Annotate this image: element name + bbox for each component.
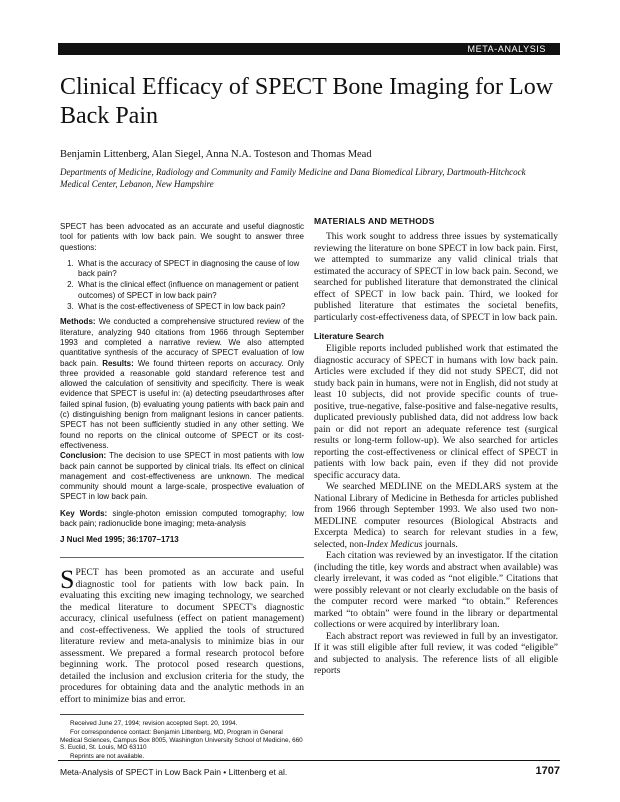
literature-search-paragraph: Each citation was reviewed by an investigator. If the citation (including the title, key words and abstract when available) was clearly irrelevant, it was coded as “not eligible.” Citations that were possibly relevant or not clearly excludable on the basis of the computer record were marked “to obtain.” References marked “to obtain” were found in the library or departmental collections or were acquired by interlibrary loan. <box>314 551 558 630</box>
footnotes <box>60 714 304 762</box>
keywords-text: single-photon emission computed tomography; low back pain; radionuclide bone imaging; meta-analysis <box>60 508 304 529</box>
conclusion-text: The decision to use SPECT in most patients with low back pain cannot be supported by clinical trials. Its effect on clinical management and cost-effectiveness are unknown. The medical community should mount a large-scale, prospective evaluation of SPECT in low back pain. <box>60 451 304 502</box>
results-text: We found thirteen reports on accuracy. Only three provided a reasonable gold standard reference test and allowed the calculation of sensitivity and specificity. There is weak evidence that SPECT is useful in: (a) detecting pseudarthroses after failed spinal fusion, (b) evaluating young patients with back pain and (c) distinguishing benign from malignant lesions in cancer patients. SPECT has not been sufficiently studied in any other setting. We found no reports on the clinical outcome of SPECT or its cost-effectiveness. <box>60 358 304 450</box>
page-footer <box>58 760 560 777</box>
footnote-received: Received June 27, 1994; revision accepted Sept. 20, 1994. <box>70 720 238 727</box>
page-number: 1707 <box>535 765 560 777</box>
abstract-divider <box>60 557 304 558</box>
literature-search-paragraph <box>314 482 558 551</box>
abstract-intro: SPECT has been advocated as an accurate and useful diagnostic tool for patients with low back pain. We sought to answer three questions: <box>60 222 304 252</box>
affiliation: Departments of Medicine, Radiology and Community and Family Medicine and Dana Biomedical Library, Dartmouth-Hitchcock Medical Center, Lebanon, New Hampshire <box>60 167 526 189</box>
running-title: Meta-Analysis of SPECT in Low Back Pain • Littenberg et al. <box>60 767 288 777</box>
journal-citation: J Nucl Med 1995; 36:1707–1713 <box>60 535 179 545</box>
intro-body <box>60 565 304 706</box>
para2-text: We searched MEDLINE on the MEDLARS system at the National Library of Medicine in Bethesda for articles published from 1966 through September 1993. We also used two non-MEDLINE computer resources (Biological Abstracts and Excerpta Medica) to search for relevant studies in a few, selected, non- <box>314 482 558 550</box>
materials-methods-heading: MATERIALS AND METHODS <box>314 216 435 226</box>
drop-cap: S <box>60 565 75 595</box>
author-list: Benjamin Littenberg, Alan Siegel, Anna N.A. Tosteson and Thomas Mead <box>60 149 372 160</box>
literature-search-heading: Literature Search <box>314 331 384 341</box>
right-column <box>314 207 558 678</box>
index-medicus-italic: Index Medicus <box>366 539 423 550</box>
research-questions <box>60 259 304 312</box>
keywords-label: Key Words: <box>60 508 108 518</box>
footnote-divider <box>60 714 304 715</box>
footnote-reprints: Reprints are not available. <box>70 753 145 761</box>
intro-text: PECT has been promoted as an accurate and useful diagnostic tool for patients with low back pain. In evaluating this exciting new imaging technology, we searched the medical literature to document SPECT's diagnostic accuracy, clinical usefulness (effect on patient management) and cost-effectiveness. We applied the tools of structured literature review and meta-analysis to minimize bias in our assessment. We prepared a formal research protocol before beginning work. The protocol posed research questions, detailed the inclusion and exclusion criteria for the study, the procedures for obtaining data and the analytic methods in an effort to minimize bias and error. <box>60 568 304 705</box>
conclusion-label: Conclusion: <box>60 451 107 461</box>
footnote-correspondence: For correspondence contact: Benjamin Littenberg, MD, Program in General Medical Sciences, Campus Box 8005, Washington University School of Medicine, 660 S. Euclid, St. Louis, MO 63110 <box>60 728 303 752</box>
article-title: Clinical Efficacy of SPECT Bone Imaging for Low Back Pain <box>60 74 554 129</box>
left-column <box>60 222 304 706</box>
para2-text-end: journals. <box>422 539 458 550</box>
abstract-methods-results <box>60 317 304 502</box>
question-item: 3. What is the cost-effectiveness of SPECT in low back pain? <box>76 302 304 312</box>
intro-paragraph <box>60 565 304 706</box>
methods-text: We conducted a comprehensive structured review of the literature, analyzing 940 citations from 1966 through September 1993 and completed a narrative review. We also attempted quantitative synthesis of the accuracy of SPECT evaluation of low back pain. <box>60 317 304 368</box>
materials-methods-paragraph: This work sought to address three issues by systematically reviewing the literature on bone SPECT in low back pain. First, we attempted to summarize any valid clinical trials that estimated the accuracy of SPECT in low back pain. Second, we searched for published literature that demonstrated the clinical effect of SPECT in low back pain. Third, we looked for published literature that estimates the societal benefits, particularly cost-effectiveness data, of SPECT in low back pain. <box>314 232 558 323</box>
section-bar <box>58 43 560 55</box>
methods-label: Methods: <box>60 317 96 327</box>
literature-search-paragraph: Each abstract report was reviewed in full by an investigator. If it was still eligible after full review, it was coded “eligible” and subjected to analysis. The reference lists of all eligible reports <box>314 631 558 676</box>
results-label: Results: <box>102 358 134 368</box>
keywords <box>60 509 304 530</box>
question-item: 1. What is the accuracy of SPECT in diagnosing the cause of low back pain? <box>76 259 304 280</box>
question-item: 2. What is the clinical effect (influence on management or patient outcomes) of SPECT in low back pain? <box>76 280 304 301</box>
literature-search-paragraph: Eligible reports included published work that estimated the diagnostic accuracy of SPECT in humans with low back pain. Articles were excluded if they did not study SPECT, did not study back pain in humans, were not in English, did not study at least 10 subjects, did not provide specific counts of true-positive, true-negative, false-positive and false-negative results, duplicated previously published data, did not address low back pain or did not report an adequate reference test (surgical results or long-term follow-up). We also searched for articles reporting the cost-effectiveness or clinical effect of SPECT in patients with low back pain, even if they did not provide specific accuracy data. <box>314 344 558 481</box>
right-body <box>314 216 558 678</box>
section-label: META-ANALYSIS <box>467 44 546 54</box>
